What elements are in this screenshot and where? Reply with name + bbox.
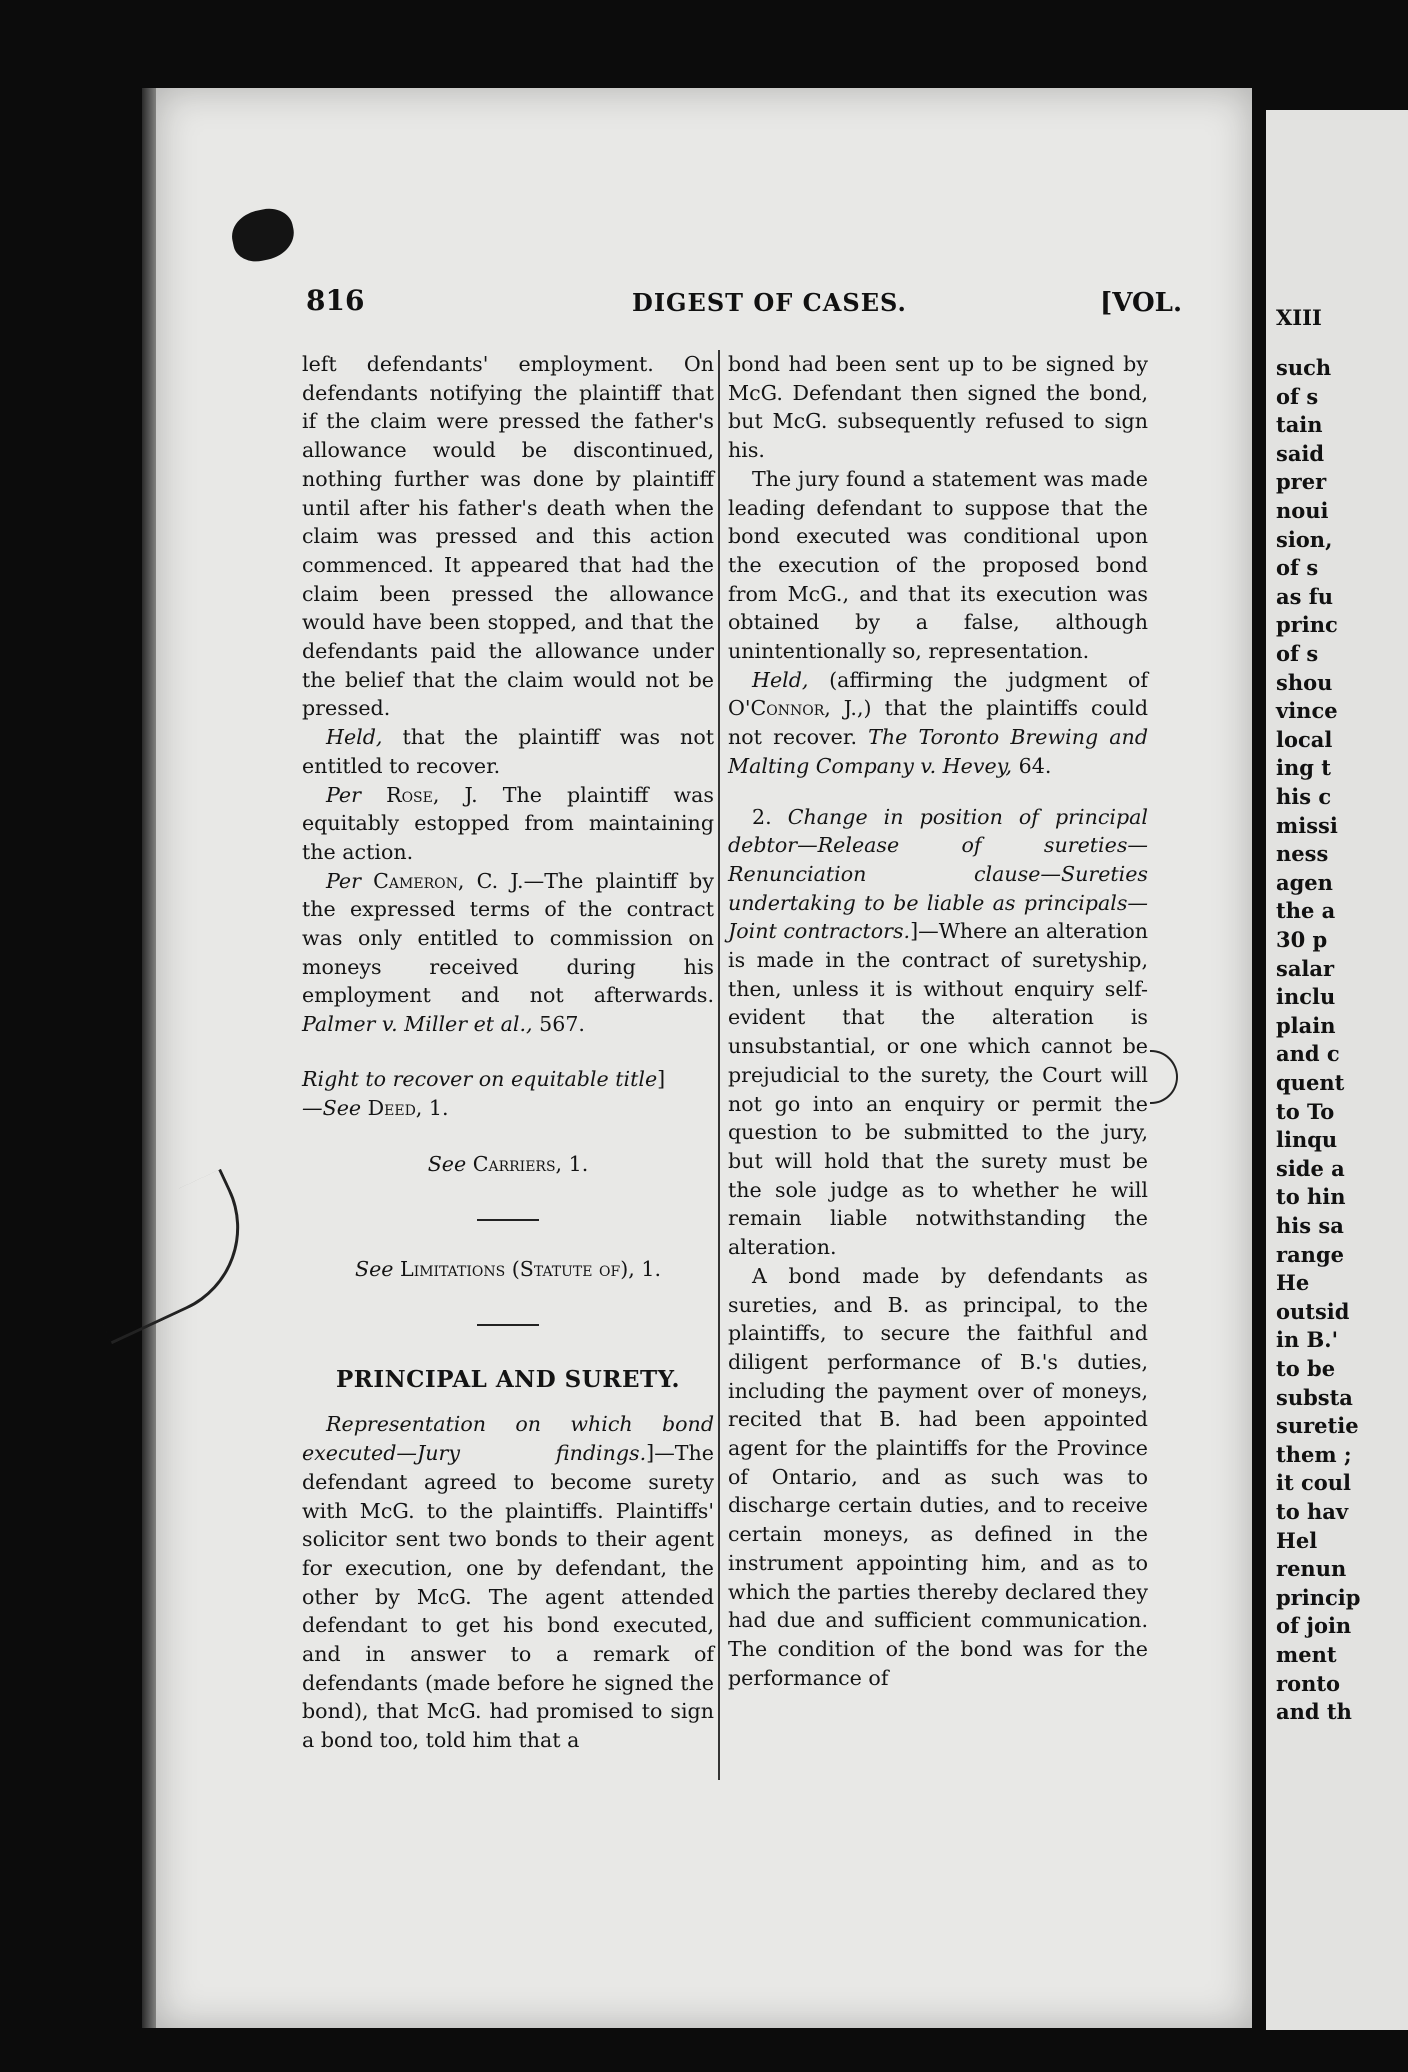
adjacent-page-line: Hel xyxy=(1276,1527,1318,1553)
adjacent-page-fragment xyxy=(1266,110,1408,2030)
column-divider xyxy=(718,350,720,1780)
paragraph-per-cameron xyxy=(302,867,714,1039)
adjacent-page-line: agen xyxy=(1276,869,1333,895)
see-reference: Limitations (Statute of), 1. xyxy=(400,1256,662,1281)
adjacent-page-line: such xyxy=(1276,355,1332,380)
volume-label: [VOL. xyxy=(1100,288,1182,318)
adjacent-page-line: 30 p xyxy=(1276,927,1328,952)
adjacent-page-line: princip xyxy=(1276,1584,1361,1610)
adjacent-page-line: in B.' xyxy=(1276,1327,1339,1353)
adjacent-page-line: local xyxy=(1276,726,1333,752)
opinion-text: The plaintiff was equitably estopped from maintaining the action. xyxy=(302,782,715,864)
see-reference: Carriers, 1. xyxy=(472,1152,589,1177)
adjacent-page-line: ment xyxy=(1276,1642,1337,1667)
adjacent-page-line: XIII xyxy=(1276,305,1322,330)
headnote-topic: Change in position of principal debtor—Release of sureties—Renunciation clause—Sureties undertaking to be liable as principals—Joint contractors. xyxy=(728,804,1148,944)
adjacent-page-line: it coul xyxy=(1276,1470,1352,1496)
adjacent-page-line: He xyxy=(1276,1270,1310,1296)
adjacent-page-line: and th xyxy=(1276,1699,1352,1725)
adjacent-page-line: the a xyxy=(1276,898,1336,924)
adjacent-page-line: of s xyxy=(1276,383,1319,409)
adjacent-page-line: substa xyxy=(1276,1384,1353,1410)
paragraph: bond had been sent up to be signed by McG. Defendant then signed the bond, but McG. subsequently refused to sign his. xyxy=(728,352,1148,463)
adjacent-page-line: them ; xyxy=(1276,1441,1352,1467)
running-title: DIGEST OF CASES. xyxy=(632,288,907,317)
page-number: 816 xyxy=(306,284,365,317)
see-reference: Deed, 1. xyxy=(367,1095,449,1120)
see-label: See xyxy=(354,1256,394,1281)
adjacent-page-line: side a xyxy=(1276,1155,1345,1181)
case-page: 64. xyxy=(1012,753,1052,778)
headnote-text: ]—Where an alteration is made in the contract of suretyship, then, unless it is without enquiry self-evident that the alteration is unsubstantial, or one which cannot be prejudicial to the surety, the Court will not go into an enquiry or permit the question to be submitted to the jury, but will hold that the surety must be the sole judge as to whether he will remain liable notwithstanding the alteration. xyxy=(728,919,1148,1260)
adjacent-page-line: of s xyxy=(1276,555,1319,581)
adjacent-page-line: as fu xyxy=(1276,583,1334,609)
adjacent-page-line: prer xyxy=(1276,469,1327,495)
judge-name: O'Connor, J., xyxy=(728,696,864,721)
adjacent-page-line: ing t xyxy=(1276,755,1331,781)
cross-ref-topic: Right to recover on equitable title xyxy=(302,1066,658,1091)
adjacent-page-line: inclu xyxy=(1276,984,1336,1010)
adjacent-page-line: range xyxy=(1276,1241,1344,1267)
per-label: Per xyxy=(326,782,361,807)
opinion-text: —The plaintiff by the expressed terms of the contract was only entitled to commission on moneys received during his employment and not afterwards. xyxy=(302,868,714,1008)
headnote-topic: Representation on which bond executed—Jury findings. xyxy=(302,1412,714,1466)
adjacent-page-line: noui xyxy=(1276,498,1329,523)
held-label: Held, xyxy=(752,667,809,692)
headnote-text: ]—The defendant agreed to become surety with McG. to the plaintiffs. Plaintiffs' solicitor sent two bonds to their agent for execution, one by defendant, the other by McG. The agent attended defendant to get his bond executed, and in answer to a remark of defendants (made before he signed the bond), that McG. had promised to sign a bond too, told him that a xyxy=(302,1441,714,1753)
section-heading: PRINCIPAL AND SURETY. xyxy=(335,1365,681,1393)
adjacent-page-line: to be xyxy=(1276,1356,1336,1381)
adjacent-page-line: his sa xyxy=(1276,1213,1344,1238)
adjacent-page-line: ness xyxy=(1276,841,1329,867)
held-label: Held, xyxy=(326,725,383,750)
judge-name: Cameron, C. J. xyxy=(373,868,524,893)
adjacent-page-line: vince xyxy=(1276,698,1338,724)
page-header xyxy=(306,284,1182,324)
bracket: ] xyxy=(657,1066,666,1091)
adjacent-page-line: to hin xyxy=(1276,1184,1346,1210)
right-column xyxy=(728,350,1148,1692)
paragraph: The jury found a statement was made leading defendant to suppose that the bond executed was conditional upon the execution of the proposed bond from McG., and that its execution was obtained by a false, although unintentionally so, representation. xyxy=(728,466,1148,664)
see-label: —See xyxy=(302,1095,362,1120)
case-citation: Palmer v. Miller et al., xyxy=(302,1012,533,1037)
paragraph-held xyxy=(728,666,1148,781)
held-text: (affirming the judgment of xyxy=(808,667,1148,692)
adjacent-page-line: of s xyxy=(1276,641,1319,666)
see-limitations xyxy=(302,1255,714,1284)
see-label: See xyxy=(427,1152,467,1177)
adjacent-page-line: ronto xyxy=(1276,1670,1341,1696)
per-label: Per xyxy=(326,868,361,893)
adjacent-page-line: his c xyxy=(1276,784,1332,809)
adjacent-page-line: princ xyxy=(1276,612,1338,638)
held-text: that the plaintiff was not entitled to recover. xyxy=(302,725,714,778)
adjacent-page-line: said xyxy=(1276,440,1325,466)
paragraph-representation xyxy=(302,1410,714,1754)
case-page: 567. xyxy=(532,1012,585,1037)
item-number: 2. xyxy=(752,804,772,829)
adjacent-page-line: missi xyxy=(1276,812,1338,838)
adjacent-page-line: plain xyxy=(1276,1012,1336,1038)
paragraph-held xyxy=(302,723,714,780)
adjacent-page-line: shou xyxy=(1276,669,1333,695)
adjacent-page-line: tain xyxy=(1276,412,1323,438)
judge-name: Rose, J. xyxy=(386,782,478,807)
section-divider xyxy=(477,1219,539,1221)
adjacent-page-line: salar xyxy=(1276,955,1335,981)
adjacent-page-line: sion, xyxy=(1276,526,1333,552)
adjacent-page-line: to To xyxy=(1276,1098,1335,1124)
paragraph-per-rose xyxy=(302,781,714,867)
adjacent-page-line: to hav xyxy=(1276,1499,1349,1524)
paragraph: left defendants' employment. On defendants notifying the plaintiff that if the claim were pressed the father's allowance would be discontinued, nothing further was done by plaintiff until after his father's death when the claim was pressed and this action commenced. It appeared that had the claim been pressed the allowance would have been stopped, and that the defendants paid the allowance under the belief that the claim would not be pressed. xyxy=(302,352,714,721)
held-text: ) that the plaintiffs could not recover. xyxy=(728,696,1149,750)
adjacent-page-line: suretie xyxy=(1276,1413,1359,1439)
adjacent-page-line: linqu xyxy=(1276,1127,1338,1153)
adjacent-page-line: outsid xyxy=(1276,1298,1350,1324)
left-column xyxy=(302,350,714,1755)
adjacent-page-line: of join xyxy=(1276,1613,1352,1639)
paragraph-change-in-position xyxy=(728,803,1148,1262)
section-divider xyxy=(477,1324,539,1326)
see-carriers xyxy=(302,1150,714,1179)
adjacent-page-line: renun xyxy=(1276,1556,1347,1582)
paragraph: A bond made by defendants as sureties, and B. as principal, to the plaintiffs, to secure the faithful and diligent performance of B.'s duties, including the payment over of moneys, recited that B. had been appointed agent for the plaintiffs for the Province of Ontario, and as such was to discharge certain duties, and to receive certain moneys, as defined in the instrument appointing him, and as to which the parties thereby declared they had due and sufficient communication. The condition of the bond was for the performance of xyxy=(728,1263,1148,1690)
adjacent-page-line: and c xyxy=(1276,1041,1340,1067)
case-citation: The Toronto Brewing and Malting Company v. Hevey, xyxy=(728,725,1149,778)
adjacent-page-line: quent xyxy=(1276,1070,1345,1095)
cross-reference xyxy=(302,1065,714,1122)
